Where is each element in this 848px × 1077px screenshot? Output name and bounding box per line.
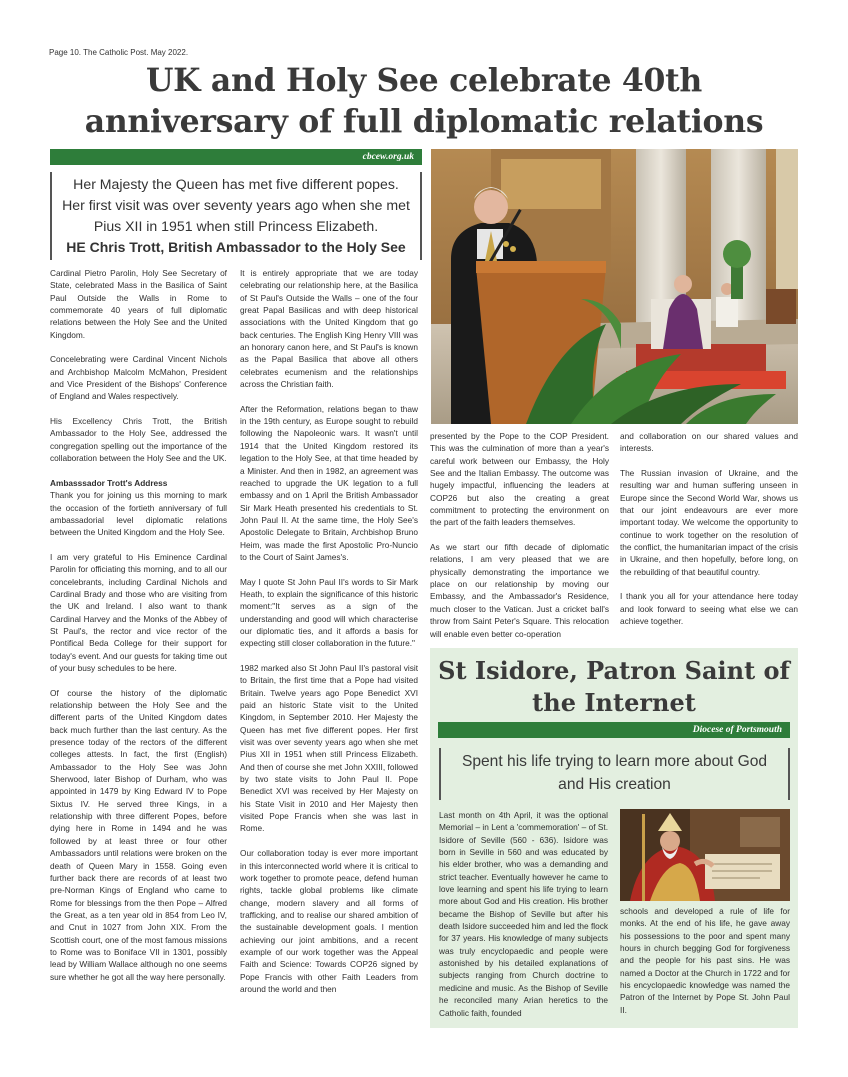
- article-subhead: Ambasssador Trott's Address: [50, 477, 168, 488]
- saint-isidore-image: [620, 809, 790, 901]
- sidebar-pull-quote: [439, 748, 790, 800]
- headline: UK and Holy See celebrate 40th anniversary of full diplomatic relations: [84, 62, 764, 140]
- paragraph: Last month on 4th April, it was the optional Memorial – in Lent a 'commemoration' – of St. Isidore of Seville (560 - 636). Isidore was born in Seville in 560 and was educated by his elder brother, who was a demanding and strict teacher. Eventually however he came to love learning and spent his life trying to learn more about God and His creation. His brother became the Bishop of Seville but after his death Isidore succeeded him and led the flock for 37 years. His knowledge of many subjects was truly encyclopaedic and people were astonished by his detailed explanations of subjects ranging from Church doctrine to medicine and music. As the Bishop of Seville he reconciled many Arian heretics to the Catholic faith, founded: [439, 810, 608, 1018]
- basilica-mass-photo: [431, 149, 798, 424]
- paragraph: I thank you all for your attendance here today and look forward to seeing what else we can achieve together.: [620, 591, 798, 627]
- paragraph: Thank you for joining us this morning to mark the occasion of the fortieth anniversary of full ambassadorial level diplomatic relations between the United Kingdom and the Holy See.: [50, 490, 227, 538]
- article-column-3: [430, 430, 609, 640]
- page-folio: Page 10. The Catholic Post. May 2022.: [49, 48, 189, 57]
- sidebar-column-1: [439, 809, 608, 1019]
- sidebar-column-2: [620, 905, 790, 1016]
- article-column-2: [240, 267, 418, 995]
- paragraph: Our collaboration today is ever more important in this interconnected world where it is critical to work together to promote peace, defend human rights, tackle global problems like climate change, modern slavery and all forms of trafficking, and to realise our shared ambition of the sustainable development goals. I mention achieving our joint ambitions, and a recent example of our work together was the Appeal Faith and Science: Towards COP26 signed by Pope Francis with other Faith Leaders from around the world and then: [240, 848, 418, 994]
- paragraph: 1982 marked also St John Paul II's pastoral visit to Britain, the first time that a Pope had visited Britain. Twelve years ago Pope Benedict XVI paid an historic State visit to the United Kingdom, in September 2010. Her Majesty the Queen has met five different popes. Her first visit was over seventy years ago when she met Pius XII in 1951 when still Princess Elizabeth. And then of course she met John XXIII, followed by two state visits to John Paul II. Pope Benedict XVI was received by Her Majesty on his State Visit in 2010 and Her Majesty then visited Pope Francis when she was last in Rome.: [240, 663, 418, 834]
- article-column-1: [50, 267, 227, 983]
- credit-bar-sidebar: Diocese of Portsmouth: [438, 722, 790, 738]
- credit-bar-main: cbcew.org.uk: [50, 149, 422, 165]
- pull-quote-text: Her Majesty the Queen has met five different popes. Her first visit was over seventy years ago when she met Pius XII in 1951 when still Princess Elizabeth.: [62, 176, 410, 234]
- st-isidore-painting: [620, 809, 790, 901]
- ambassador-at-lectern-image: [431, 149, 798, 424]
- pull-quote: [50, 172, 422, 260]
- paragraph: It is entirely appropriate that we are today celebrating our relationship here, at the Basilica of St Paul's Outside the Walls – one of the four great Papal Basilicas and with deep historical associations with the United Kingdom that go back centuries. The English King Henry VIII was an honorary canon here, and St Paul's is known as the Papal Basilica that above all others celebrates ecumenism and the relationships across the Christian faith.: [240, 268, 418, 390]
- paragraph: Of course the history of the diplomatic relationship between the Holy See and the different parts of the United Kingdom dates back much further than the last century. As the presence today of the rectors of the different colleges attests. In fact, the first (English) Ambassador to the Holy See was John Sherwood, later Bishop of Durham, who was appointed in 1479 by King Edward IV to Pope Sixtus IV. He served three Kings, in a relationship with three different Popes, before dying here in Rome in 1494 and he was followed by at least three or four other Ambassadors until relations were broken on the death of Queen Mary in 1558. Going even further back there are records of at least two pre-Norman Kings of England who came to Rome for blessings from the then Pope – Alfred the Great, as a ten year old in 854 from Leo IV, and Cnut in 1027 from John XIX. From the Scottish court, one of the most famous missions to Rome was to Boniface VII in 1301, possibly lead by William Wallace although no one seems sure whether he got all the way here personally.: [50, 687, 227, 982]
- paragraph: His Excellency Chris Trott, the British Ambassador to the Holy See, addressed the congregation spelling out the importance of the collaboration between the Holy See and the UK.: [50, 416, 227, 464]
- paragraph: and collaboration on our shared values and interests.: [620, 431, 798, 454]
- paragraph: As we start our fifth decade of diplomatic relations, I am very pleased that we are physically demonstrating the importance we place on our relationship by moving our Embassy, and the Ambassador's Residence, much closer to the Vatican. Just a cricket ball's throw from Saint Peter's Square. This relocation will enable even better co-operation: [430, 542, 609, 639]
- paragraph: schools and developed a rule of life for monks. At the end of his life, he gave away his possessions to the poor and spent many hours in church begging God for forgiveness and the people for his past sins. He was named a Doctor at the Church in 1722 and for his encyclopaedic knowledge was named the Patron of the Internet by Pope St. John Paul II.: [620, 906, 790, 1015]
- paragraph: May I quote St John Paul II's words to Sir Mark Heath, to explain the significance of this historic moment:"It serves as a sign of the understanding and good will which characterise our diplomatic ties, and it affords a basis for expecting still closer collaboration in the future.": [240, 576, 418, 649]
- article-column-4: [620, 430, 798, 628]
- pull-quote-attribution: HE Chris Trott, British Ambassador to the Holy See: [66, 239, 406, 255]
- paragraph: Concelebrating were Cardinal Vincent Nichols and Archbishop Malcolm McMahon, President and Vice President of the Bishops' Conference of England and Wales respectively.: [50, 354, 227, 402]
- paragraph: The Russian invasion of Ukraine, and the resulting war and human suffering unseen in Europe since the Second World War, shows us that our joint endeavours are ever more important today. We welcome the opportunity to continue to work together on the resolution of the conflict, the humanitarian impact of the crisis in Ukraine, and then hopefully, before long, on the rebuilding of that beautiful country.: [620, 468, 798, 577]
- paragraph: presented by the Pope to the COP President. This was the culmination of more than a year's careful work between our Embassy, the Holy See and the Italian Embassy. The outcome was hugely impactful, influencing the leaders at COP26 but also the creating a great commitment to protecting the environment on the part of the faith leaders themselves.: [430, 431, 609, 528]
- paragraph: After the Reformation, relations began to thaw in the 19th century, as Europe sought to rebuild following the Napoleonic wars. It wasn't until 1914 that the United Kingdom restored its legation to the Holy See, at that time headed by a Minister. And then in 1982, an agreement was reached to upgrade the UK legation to a full embassy and on 1 April the British Ambassador Sir Mark Heath presented his credentials to St. John Paul II. At the same time, the Holy See's Apostolic Delegate to Britain, Archbishop Bruno Heim, was made the first Apostolic Pro-Nuncio to the Court of Saint James's.: [240, 403, 418, 562]
- sidebar-title: St Isidore, Patron Saint of the Internet: [438, 656, 790, 717]
- sidebar-pull-quote-text: Spent his life trying to learn more about God and His creation: [461, 753, 768, 793]
- paragraph: Cardinal Pietro Parolin, Holy See Secretary of State, celebrated Mass in the Basilica of Saint Paul Outside the Walls in Rome to commemorate 40 years of full diplomatic relations between the Holy See and the United Kingdom.: [50, 268, 227, 340]
- paragraph: I am very grateful to His Eminence Cardinal Parolin for officiating this morning, and to all our concelebrants, including Cardinal Nichols and Cardinal Brady and those who are visiting from the UK and Ireland. I also want to thank Cardinal Harvey and the Monks of the Abbey of St Paul's, the rector and vice rector of the Pontifical Beda College for their support for today's event. And our guests for taking time out of your busy schedules to be here.: [50, 551, 227, 673]
